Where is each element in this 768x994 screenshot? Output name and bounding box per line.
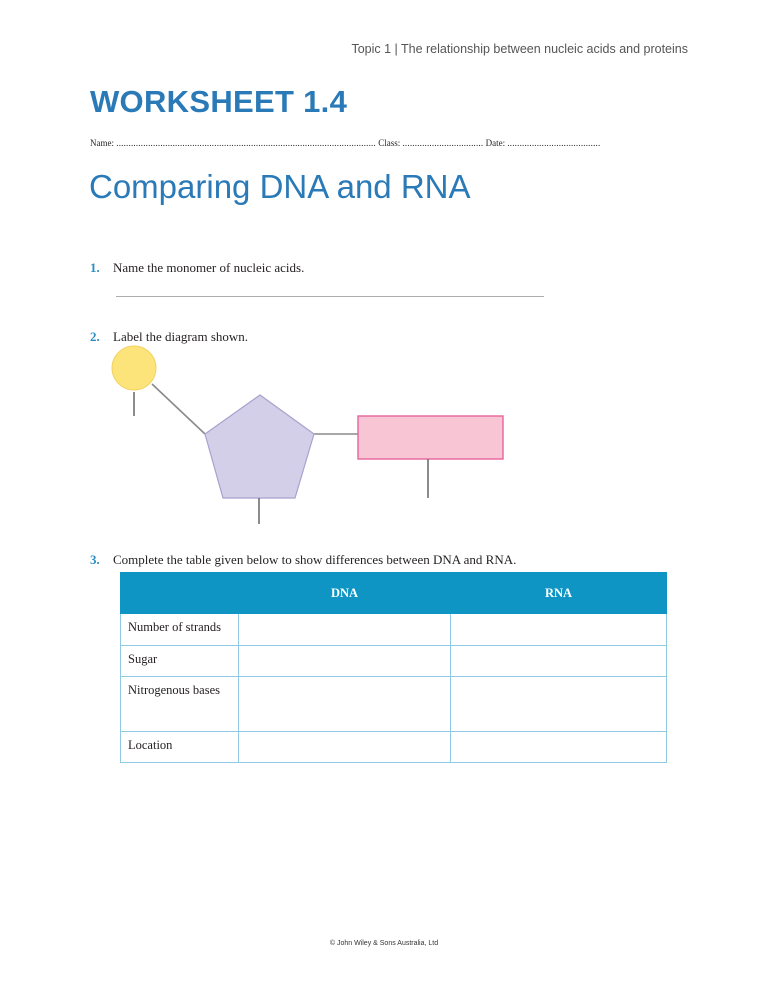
nucleotide-diagram	[100, 338, 520, 528]
question-1-text: Name the monomer of nucleic acids.	[113, 260, 305, 275]
copyright-footer: © John Wiley & Sons Australia, Ltd	[329, 940, 439, 947]
table-row	[121, 614, 667, 646]
dna-cell[interactable]	[239, 614, 451, 646]
question-2-number: 2.	[90, 329, 100, 344]
question-3-text: Complete the table given below to show differences between DNA and RNA.	[113, 552, 517, 567]
name-field[interactable]: ..........................................................................................................	[116, 138, 376, 148]
question-1-answer-line[interactable]: ......................................................................................................................................................................................................................	[116, 290, 544, 299]
question-1-number: 1.	[90, 260, 100, 275]
nitrogenous-base-shape	[358, 416, 503, 459]
rna-cell[interactable]	[451, 732, 667, 763]
dna-cell[interactable]	[239, 677, 451, 732]
dna-rna-comparison-table	[120, 572, 667, 763]
table-row	[121, 646, 667, 677]
row-label: Nitrogenous bases	[121, 677, 239, 732]
name-label: Name:	[90, 138, 114, 148]
dna-cell[interactable]	[239, 732, 451, 763]
phosphate-group-shape	[112, 346, 156, 390]
rna-cell[interactable]	[451, 614, 667, 646]
row-label: Number of strands	[121, 614, 239, 646]
question-3	[90, 552, 516, 568]
question-3-number: 3.	[90, 552, 100, 567]
student-info-line	[90, 138, 688, 148]
worksheet-title: WORKSHEET 1.4	[90, 84, 348, 119]
topic-header: Topic 1 | The relationship between nucleic acids and proteins	[351, 42, 688, 56]
row-label: Location	[121, 732, 239, 763]
question-2-text: Label the diagram shown.	[113, 329, 249, 344]
pentose-sugar-shape	[205, 395, 314, 498]
question-1	[90, 260, 304, 276]
date-field[interactable]: ......................................	[507, 138, 601, 148]
header-blank-cell	[121, 573, 239, 614]
table-row	[121, 677, 667, 732]
table-row	[121, 732, 667, 763]
header-dna: DNA	[239, 573, 451, 614]
rna-cell[interactable]	[451, 677, 667, 732]
rna-cell[interactable]	[451, 646, 667, 677]
header-rna: RNA	[451, 573, 667, 614]
dna-cell[interactable]	[239, 646, 451, 677]
table-header-row	[121, 573, 667, 614]
page-title: Comparing DNA and RNA	[89, 168, 471, 205]
class-label: Class:	[378, 138, 401, 148]
class-field[interactable]: .................................	[402, 138, 484, 148]
row-label: Sugar	[121, 646, 239, 677]
phosphate-sugar-bond	[152, 384, 205, 434]
date-label: Date:	[485, 138, 506, 148]
